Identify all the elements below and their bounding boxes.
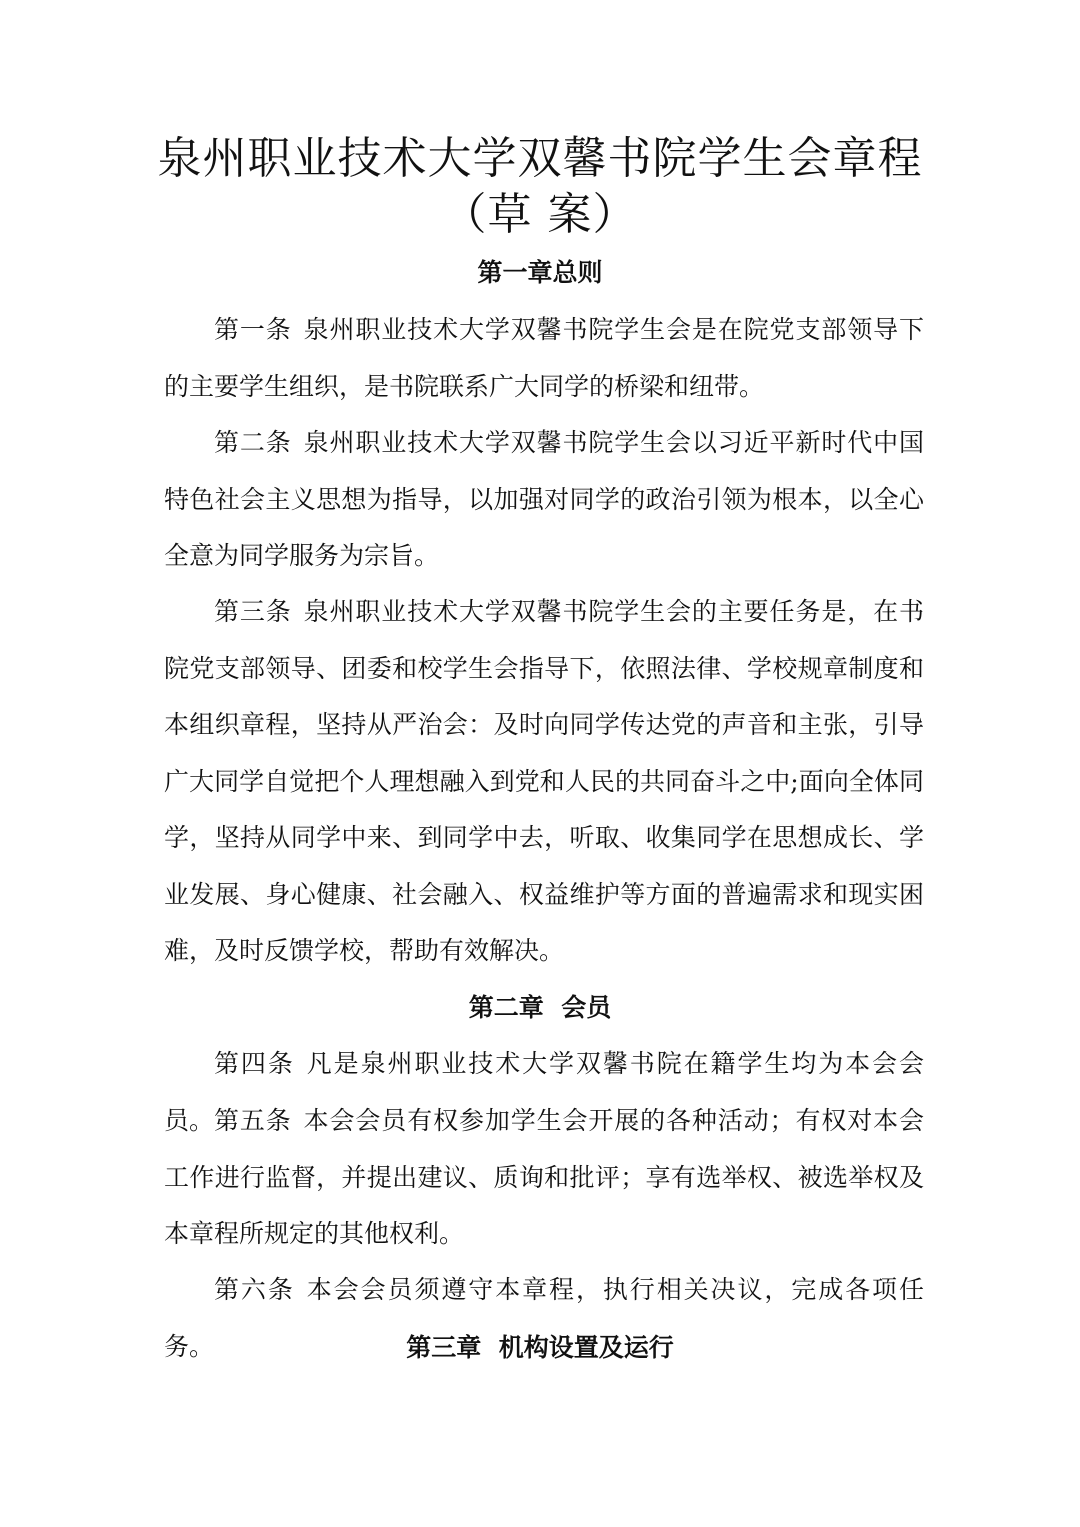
article-1: [164, 302, 924, 415]
article-number: 第三条: [214, 597, 292, 626]
article-text: 凡是泉州职业技术大学双馨书院在籍学生均为本会会员。: [164, 1049, 924, 1135]
article-text: 本会会员须遵守本章程，执行相关决议，完成各项任务。: [164, 1275, 924, 1361]
document-title: 泉州职业技术大学双馨书院学生会章程: [157, 133, 923, 184]
article-text: 泉州职业技术大学双馨书院学生会以习近平新时代中国特色社会主义思想为指导，以加强对同学的政治引领为根本，以全心全意为同学服务为宗旨。: [164, 428, 924, 570]
document-subtitle: （草 案）: [442, 189, 638, 240]
article-text: 本会会员有权参加学生会开展的各种活动；有权对本会工作进行监督，并提出建议、质询和批评；享有选举权、被选举权及本章程所规定的其他权利。: [164, 1106, 924, 1248]
article-number: 第一条: [214, 315, 292, 344]
article-text: 泉州职业技术大学双馨书院学生会是在院党支部领导下的主要学生组织，是书院联系广大同学的桥梁和纽带。: [164, 315, 924, 401]
chapter-heading-3: 第三章 机构设置及运行: [406, 1333, 674, 1362]
article-5: [164, 1093, 924, 1263]
article-text: 泉州职业技术大学双馨书院学生会的主要任务是，在书院党支部领导、团委和校学生会指导下，依照法律、学校规章制度和本组织章程，坚持从严治会：及时向同学传达党的声音和主张，引导广大同学自觉把个人理想融入到党和人民的共同奋斗之中;面向全体同学，坚持从同学中来、到同学中去，听取、收集同学在思想成长、学业发展、身心健康、社会融入、权益维护等方面的普遍需求和现实困难，及时反馈学校，帮助有效解决。: [164, 597, 924, 965]
chapter-heading-1: 第一章总则: [477, 258, 603, 287]
article-number: 第四条: [214, 1049, 295, 1078]
article-3: [164, 584, 924, 980]
chapter-heading-2: 第二章 会员: [468, 993, 612, 1022]
article-number: 第六条: [214, 1275, 295, 1304]
article-2: [164, 415, 924, 585]
article-number: 第五条: [214, 1106, 292, 1135]
article-number: 第二条: [214, 428, 292, 457]
